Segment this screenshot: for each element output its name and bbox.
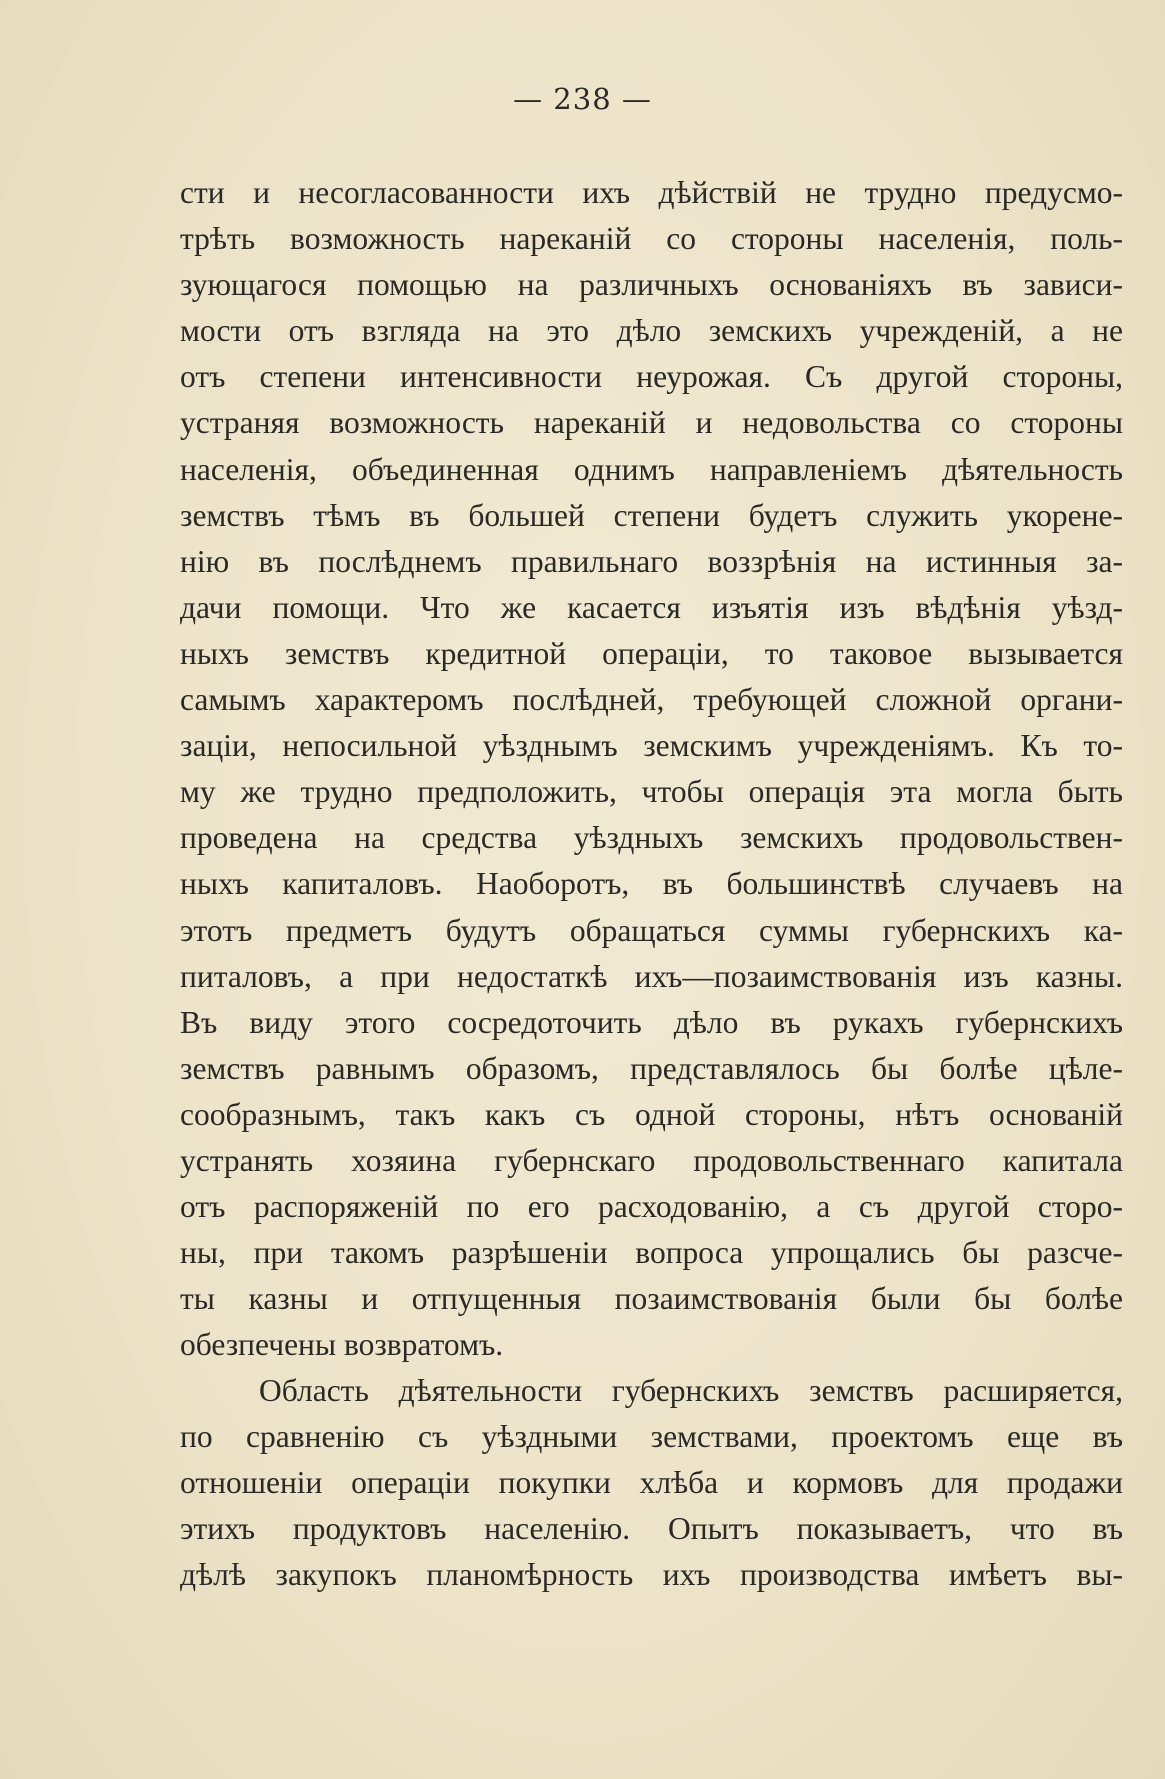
text-line: проведена на средства уѣздныхъ земскихъ продовольствен-	[180, 820, 1123, 856]
text-line: Въ виду этого сосредоточить дѣло въ рукахъ губернскихъ	[180, 1004, 1123, 1040]
text-line: му же трудно предположить, чтобы операція эта могла быть	[180, 774, 1123, 810]
page-number: — 238 —	[513, 82, 652, 116]
text-line: мости отъ взгляда на это дѣло земскихъ учрежденій, а не	[180, 313, 1123, 349]
text-line: по сравненію съ уѣздными земствами, проектомъ еще въ	[180, 1419, 1123, 1455]
text-line: этихъ продуктовъ населенію. Опытъ показываетъ, что въ	[180, 1511, 1123, 1547]
text-line: ны, при такомъ разрѣшеніи вопроса упрощались бы разсче-	[180, 1235, 1123, 1271]
paragraph-1	[180, 170, 1123, 1368]
text-line: сообразнымъ, такъ какъ съ одной стороны, нѣтъ основаній	[180, 1096, 1123, 1132]
text-line: ты казны и отпущенныя позаимствованія были бы болѣе	[180, 1281, 1123, 1317]
text-line: земствъ равнымъ образомъ, представлялось бы болѣе цѣле-	[180, 1050, 1123, 1086]
text-line: Область дѣятельности губернскихъ земствъ расширяется,	[259, 1373, 1123, 1408]
text-line: устраняя возможность нареканій и недовольства со стороны	[180, 405, 1123, 441]
text-line: устранять хозяина губернскаго продовольственнаго капитала	[180, 1142, 1123, 1178]
text-line: сти и несогласованности ихъ дѣйствій не трудно предусмо-	[180, 175, 1123, 210]
text-line: отъ степени интенсивности неурожая. Съ другой стороны,	[180, 359, 1123, 395]
text-line: ныхъ земствъ кредитной операціи, то таковое вызывается	[180, 635, 1123, 671]
text-line: дачи помощи. Что же касается изъятія изъ вѣдѣнія уѣзд-	[180, 589, 1123, 625]
text-line: трѣть возможность нареканій со стороны населенія, поль-	[180, 221, 1123, 257]
text-line: дѣлѣ закупокъ планомѣрность ихъ производства имѣетъ вы-	[180, 1557, 1123, 1593]
paragraph-2	[180, 1368, 1123, 1598]
text-line: отъ распоряженій по его расходованію, а съ другой сторо-	[180, 1189, 1123, 1225]
text-line: этотъ предметъ будутъ обращаться суммы губернскихъ ка-	[180, 912, 1123, 948]
text-line: зующагося помощью на различныхъ основаніяхъ въ зависи-	[180, 267, 1123, 303]
text-line: земствъ тѣмъ въ большей степени будетъ служить укорене-	[180, 497, 1123, 533]
text-line: самымъ характеромъ послѣдней, требующей сложной органи-	[180, 682, 1123, 718]
text-line: ныхъ капиталовъ. Наоборотъ, въ большинствѣ случаевъ на	[180, 866, 1123, 902]
text-line: заціи, непосильной уѣзднымъ земскимъ учрежденіямъ. Къ то-	[180, 728, 1123, 764]
text-line: обезпечены возвратомъ.	[180, 1327, 504, 1363]
text-line: населенія, объединенная однимъ направленіемъ дѣятельность	[180, 451, 1123, 487]
text-line: отношеніи операціи покупки хлѣба и кормовъ для продажи	[180, 1465, 1123, 1501]
text-line: нію въ послѣднемъ правильнаго воззрѣнія на истинныя за-	[180, 543, 1123, 579]
text-line: питаловъ, а при недостаткѣ ихъ—позаимствованія изъ казны.	[180, 958, 1123, 994]
